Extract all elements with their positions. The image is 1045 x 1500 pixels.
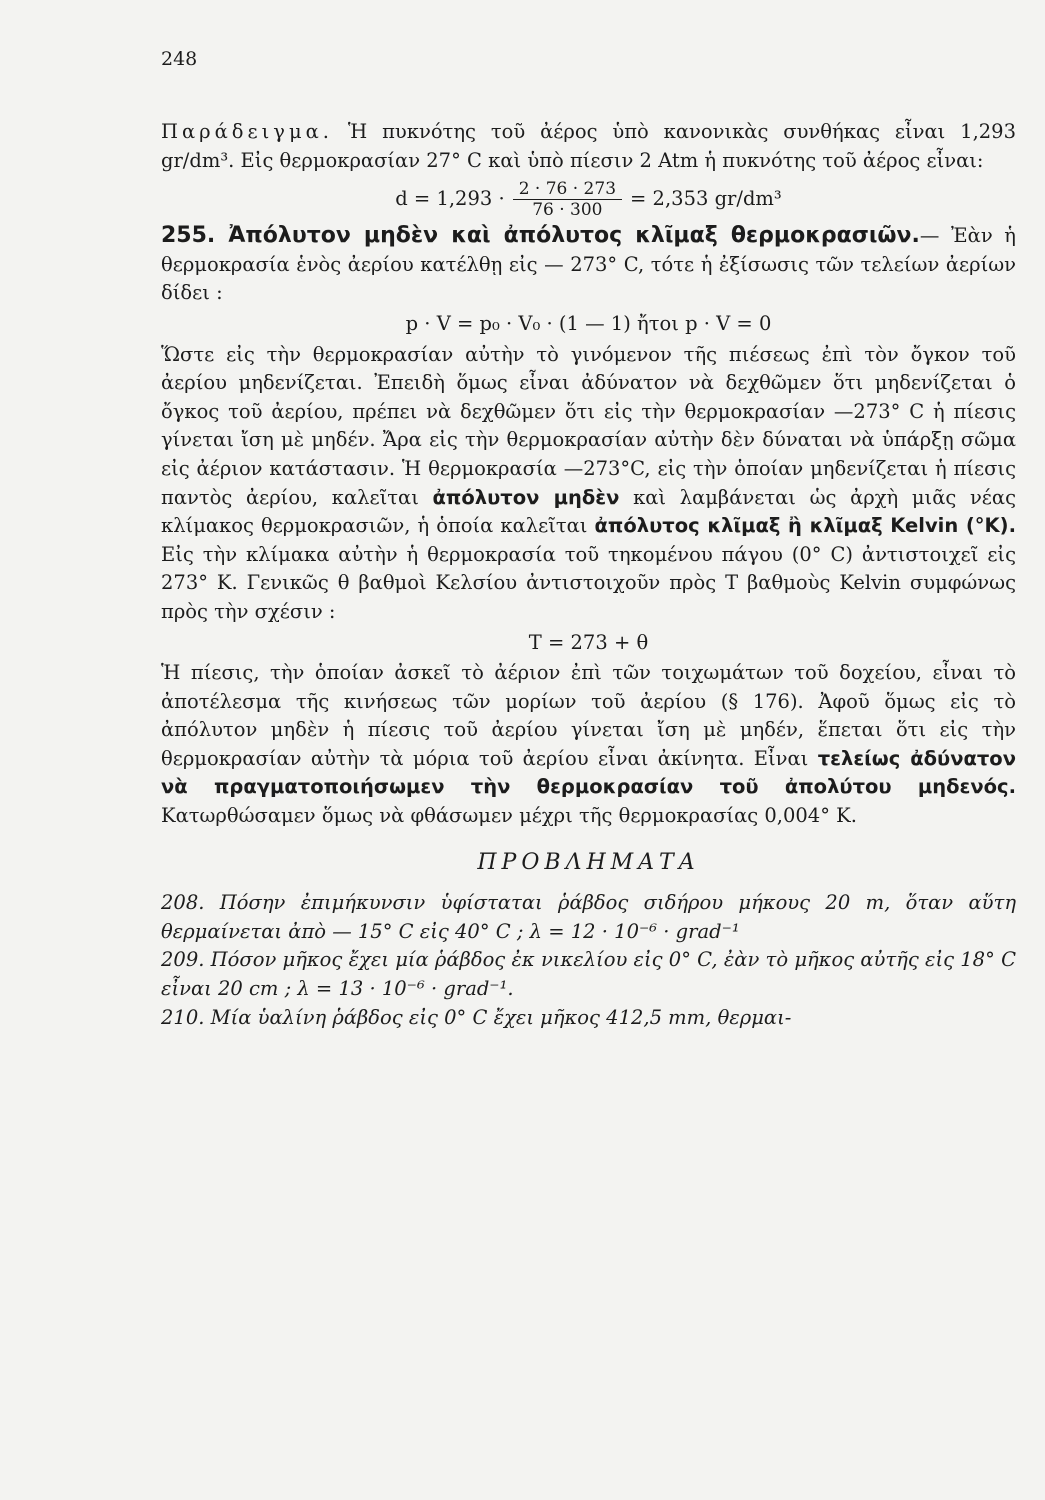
bold-term-absolute-zero: ἀπόλυτον μηδὲν [432, 485, 620, 509]
section-heading-paragraph [161, 222, 1016, 308]
page-number: 248 [161, 48, 198, 70]
paragraph-text: Ἡ πίεσις, τὴν ὁποίαν ἀσκεῖ τὸ ἀέριον ἐπὶ τῶν τοιχωμάτων τοῦ δοχείου, εἶναι τὸ ἀποτέλεσμα τῆς κινήσεως τῶν μορίων τοῦ ἀερίου (§ 176). Ἀφοῦ ὅμως εἰς τὸ ἀπόλυτον μηδὲν ἡ πίεσις τοῦ ἀερίου γίνεται ἴση μὲ μηδέν, ἕπεται ὅτι εἰς τὴν θερμοκρασίαν αὐτὴν τὰ μόρια τοῦ ἀερίου εἶναι ἀκίνητα. Εἶναι [161, 661, 1016, 770]
bold-term-kelvin-scale: ἀπόλυτος κλῖμαξ ἢ κλῖμαξ Kelvin (°K). [594, 514, 1016, 538]
problem-number: 210. [161, 1005, 205, 1029]
problem-item [161, 1004, 1016, 1033]
gas-equation: p · V = p₀ · V₀ · (1 — 1) ἤτοι p · V = 0 [405, 311, 772, 335]
pressure-paragraph [161, 659, 1016, 831]
problem-text: Μία ὑαλίνη ῥάβδος εἰς 0° C ἔχει μῆκος 412,5 mm, θερμαι- [204, 1005, 792, 1029]
page-body [161, 118, 1016, 1032]
fraction-numerator: 2 · 76 · 273 [513, 179, 622, 200]
paragraph-text: Ὥστε εἰς τὴν θερμοκρασίαν αὐτὴν τὸ γινόμενον τῆς πιέσεως ἐπὶ τὸν ὄγκον τοῦ ἀερίου μηδενίζεται. Ἐπειδὴ ὅμως εἶναι ἀδύνατον νὰ δεχθῶμεν ὅτι μηδενίζεται ὁ ὄγκος τοῦ ἀερίου, πρέπει νὰ δεχθῶμεν ὅτι εἰς τὴν θερμοκρασίαν —273° C ἡ πίεσις γίνεται ἴση μὲ μηδέν. Ἄρα εἰς τὴν θερμοκρασίαν αὐτὴν δὲν δύναται νὰ ὑπάρξῃ σῶμα εἰς ἀέριον κατάστασιν. Ἡ θερμοκρασία —273°C, εἰς τὴν ὁποίαν μηδενίζεται ἡ πίεσις παντὸς ἀερίου, καλεῖται [161, 342, 1016, 509]
absolute-zero-paragraph [161, 341, 1016, 627]
problem-number: 209. [161, 948, 205, 972]
problem-item [161, 946, 1016, 1003]
problem-item [161, 889, 1016, 946]
section-intro: — Ἐὰν ἡ θερμοκρασία ἑνὸς ἀερίου κατέλθῃ εἰς — 273° C, τότε ἡ ἐξίσωσις τῶν τελείων ἀερίων δίδει : [161, 224, 1016, 305]
paragraph-text: καὶ λαμβάνεται ὡς ἀρχὴ μιᾶς νέας κλίμακος θερμοκρασιῶν, ἡ ὁποία καλεῖται [161, 485, 1016, 538]
paragraph-text: Εἰς τὴν κλίμακα αὐτὴν ἡ θερμοκρασία τοῦ τηκομένου πάγου (0° C) ἀντιστοιχεῖ εἰς 273° K. Γενικῶς θ βαθμοὶ Κελσίου ἀντιστοιχοῦν πρὸς T βαθμοὺς Kelvin συμφώνως πρὸς τὴν σχέσιν : [161, 542, 1016, 623]
problems-heading: ΠΡΟΒΛΗΜΑΤΑ [477, 849, 700, 875]
fraction [513, 179, 622, 220]
paragraph-text: Κατωρθώσαμεν ὅμως νὰ φθάσωμεν μέχρι τῆς θερμοκρασίας 0,004° K. [161, 804, 857, 828]
example-paragraph [161, 118, 1016, 175]
density-equation [161, 179, 1016, 220]
problem-text: Πόσον μῆκος ἔχει μία ῥάβδος ἐκ νικελίου εἰς 0° C, ἐὰν τὸ μῆκος αὐτῆς εἰς 18° C εἶναι 20 cm ; λ = 13 · 10⁻⁶ · grad⁻¹. [161, 948, 1016, 1001]
problem-text: Πόσην ἐπιμήκυνσιν ὑφίσταται ῥάβδος σιδήρου μήκους 20 m, ὅταν αὕτη θερμαίνεται ἀπὸ — 15° C εἰς 40° C ; λ = 12 · 10⁻⁶ · grad⁻¹ [161, 891, 1016, 943]
kelvin-equation: T = 273 + θ [528, 630, 649, 654]
fraction-denominator: 76 · 300 [532, 200, 603, 221]
equation-left: d = 1,293 · [395, 187, 505, 211]
example-text: Ἡ πυκνότης τοῦ ἀέρος ὑπὸ κανονικὰς συνθήκας εἶναι 1,293 gr/dm³. Εἰς θερμοκρασίαν 27° C καὶ ὑπὸ πίεσιν 2 Atm ἡ πυκνότης τοῦ ἀέρος εἶναι: [161, 120, 1016, 172]
example-label: Παράδειγμα. [161, 120, 333, 143]
equation-right: = 2,353 gr/dm³ [630, 187, 782, 211]
section-number: 255. [161, 223, 216, 249]
problem-number: 208. [161, 891, 205, 915]
section-title: Ἀπόλυτον μηδὲν καὶ ἀπόλυτος κλῖμαξ θερμοκρασιῶν. [215, 223, 920, 249]
bold-statement-impossible: τελείως ἀδύνατον νὰ πραγματοποιήσωμεν τὴν θερμοκρασίαν τοῦ ἀπολύτου μηδενός. [161, 746, 1016, 799]
